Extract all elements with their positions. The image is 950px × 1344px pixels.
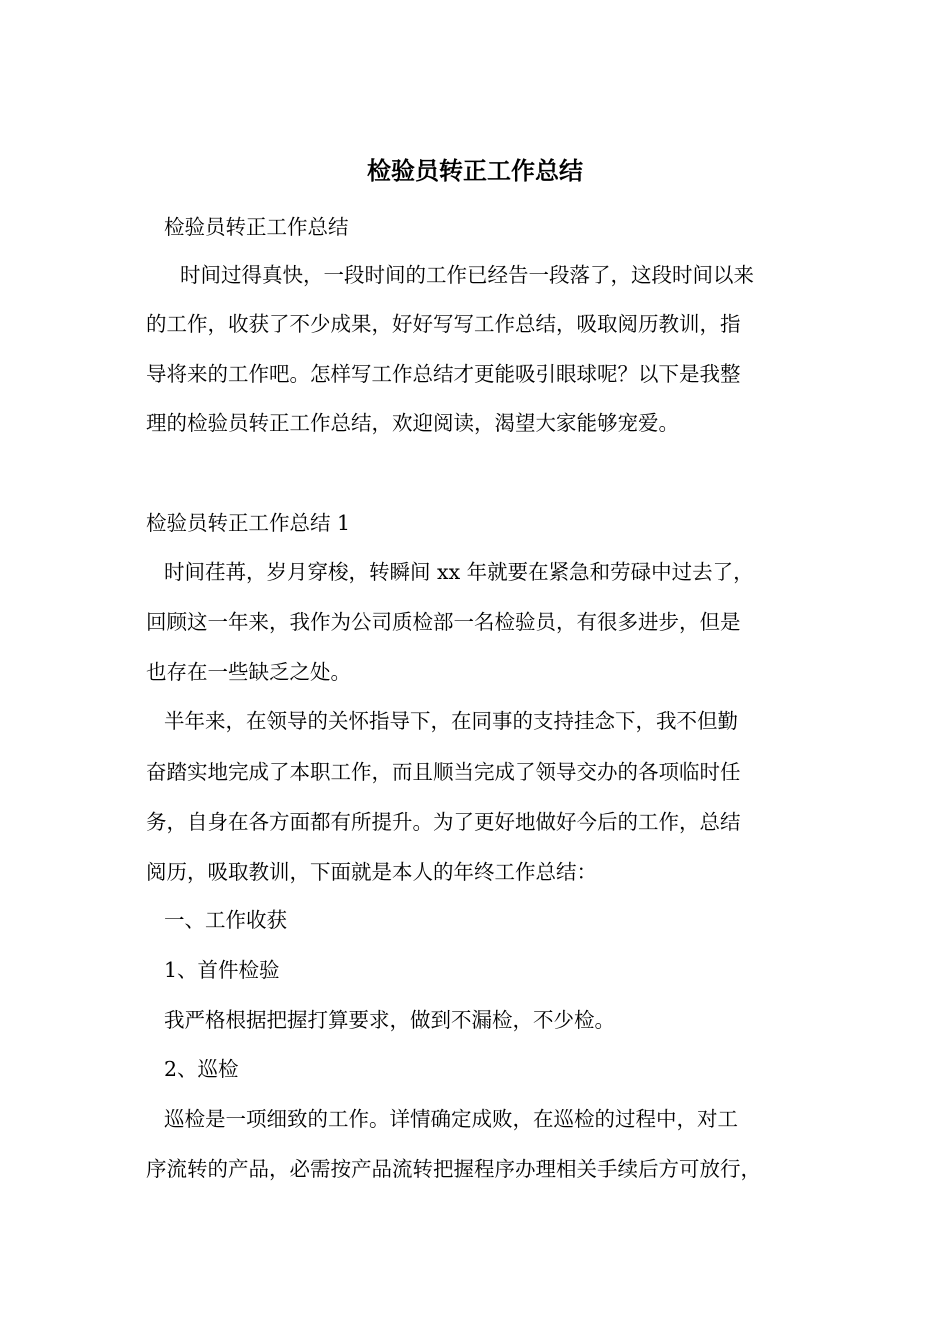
paragraph-line: 导将来的工作吧。怎样写工作总结才更能吸引眼球呢？以下是我整 [146, 362, 741, 386]
paragraph-line: 半年来，在领导的关怀指导下，在同事的支持挂念下，我不但勤 [164, 709, 738, 733]
paragraph-line: 的工作，收获了不少成果，好好写写工作总结，吸取阅历教训，指 [146, 312, 741, 336]
paragraph-line: 理的检验员转正工作总结，欢迎阅读，渴望大家能够宠爱。 [146, 411, 679, 435]
subheading-line: 一、工作收获 [164, 908, 287, 932]
paragraph-line: 时间荏苒，岁月穿梭，转瞬间 xx 年就要在紧急和劳碌中过去了， [164, 560, 754, 584]
document-title: 检验员转正工作总结 [367, 157, 583, 185]
paragraph-line: 时间过得真快，一段时间的工作已经告一段落了，这段时间以来 [180, 263, 754, 287]
paragraph-line: 阅历，吸取教训，下面就是本人的年终工作总结： [146, 860, 597, 884]
subtitle-line: 检验员转正工作总结 [164, 215, 349, 239]
paragraph-line: 回顾这一年来，我作为公司质检部一名检验员，有很多进步，但是 [146, 610, 741, 634]
paragraph-line: 我严格根据把握打算要求，做到不漏检，不少检。 [164, 1008, 615, 1032]
paragraph-line: 也存在一些缺乏之处。 [146, 660, 351, 684]
subheading-line: 1、首件检验 [164, 958, 280, 982]
paragraph-line: 奋踏实地完成了本职工作，而且顺当完成了领导交办的各项临时任 [146, 760, 741, 784]
paragraph-line: 巡检是一项细致的工作。详情确定成败，在巡检的过程中，对工 [164, 1107, 738, 1131]
paragraph-line: 序流转的产品，必需按产品流转把握程序办理相关手续后方可放行， [146, 1157, 761, 1181]
paragraph-line: 务，自身在各方面都有所提升。为了更好地做好今后的工作，总结 [146, 810, 741, 834]
subheading-line: 2、巡检 [164, 1057, 239, 1081]
section-heading: 检验员转正工作总结 1 [146, 511, 351, 535]
